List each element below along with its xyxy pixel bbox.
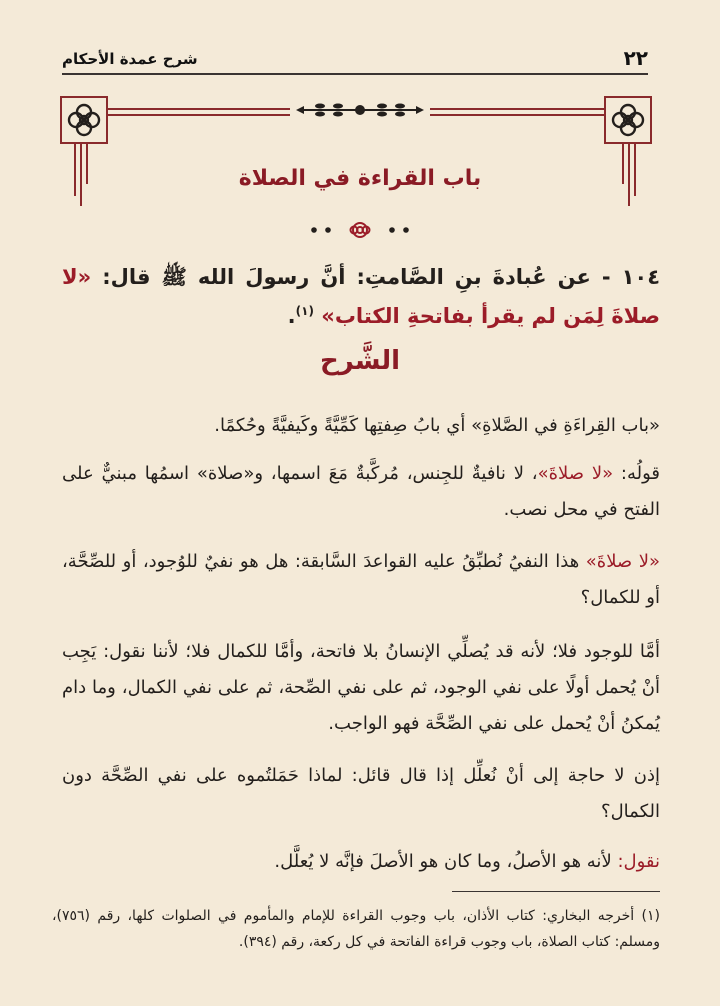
hadith-text: ١٠٤ - عن عُبادةَ بنِ الصَّامتِ: أنَّ رسولَ الله ﷺ قال: «لا صلاةَ لِمَن لم يقرأ بفاتحةِ الكتاب» $^{(١)}$.	[62, 265, 661, 328]
p6-lead: نقول:	[611, 851, 660, 872]
p3-quote: «لا صلاةَ»	[585, 551, 660, 572]
vine-ornament-icon	[290, 99, 430, 121]
commentary-paragraph-6	[62, 844, 660, 880]
sharh-heading: الشَّرح	[319, 346, 401, 376]
book-title: شرح عمدة الأحكام	[62, 50, 198, 68]
celtic-knot-icon	[604, 96, 652, 144]
running-header	[62, 46, 648, 74]
hadith-end: .	[287, 304, 296, 328]
footnote-ref[interactable]: (١)	[295, 304, 314, 318]
commentary-paragraph-4: أمَّا للوجود فلا؛ لأنه قد يُصلِّي الإنسانُ بلا فاتحة، وأمَّا للكمال فلا؛ لأننا نقول: يَجِب أنْ يُحمل أولًا على نفي الوجود، ثم على نفي الصِّحة، ثم على نفي الكمال، وما دام يُمكنُ أنْ يُحمل على نفي الصِّحَّة فهو الواجب.	[62, 641, 660, 734]
commentary-paragraph-5: إذن لا حاجة إلى أنْ نُعلِّل إذا قال قائل: لماذا حَمَلتُموه على نفي الصِّحَّة دون الكمال؟	[62, 765, 660, 822]
p2-lead: قولُه:	[613, 463, 661, 484]
hadith-number: ١٠٤	[621, 265, 661, 289]
commentary-paragraph-2	[62, 456, 660, 528]
commentary-paragraph-1: «باب القِراءَةِ في الصَّلاةِ» أي بابُ صِفتِها كَمِّيَّةً وكَيفيَّةً وحُكمًا.	[214, 415, 660, 436]
footnote-text: (١) أخرجه البخاري: كتاب الأذان، باب وجوب القراءة للإمام والمأموم في الصلوات كلها، رقم (٧٥٦)، ومسلم: كتاب الصلاة، باب وجوب قراءة الفاتحة في كل ركعة، رقم (٣٩٤).	[52, 908, 660, 950]
rosette-ornament-icon	[300, 220, 420, 240]
hadith-quote: «لا صلاةَ لِمَن لم يقرأ بفاتحةِ الكتاب»	[62, 265, 660, 328]
hadith-narrator: عن عُبادةَ بنِ الصَّامتِ: أنَّ رسولَ الله ﷺ قال:	[102, 265, 591, 289]
p2-rest: ، لا نافيةٌ للجِنس، مُركَّبةٌ مَعَ اسمها، و«صلاة» اسمُها مبنيٌّ على الفتح في محل نصب.	[62, 463, 660, 520]
celtic-knot-icon	[60, 96, 108, 144]
chapter-title: باب القراءة في الصلاة	[238, 166, 482, 191]
p6-rest: لأنه هو الأصلُ، وما كان هو الأصلَ فإنَّه لا يُعلَّل.	[274, 851, 612, 872]
page-number: ٢٢	[623, 46, 648, 70]
p3-rest: هذا النفيُ نُطبِّقُ عليه القواعدَ السَّابقة: هل هو نفيٌ للوُجود، أو للصِّحَّة، أو للكمال؟	[62, 551, 660, 608]
commentary-paragraph-3	[62, 544, 660, 616]
p2-quote: «لا صلاةَ»	[537, 463, 614, 484]
header-rule	[62, 73, 648, 75]
footnote-rule	[452, 891, 660, 892]
